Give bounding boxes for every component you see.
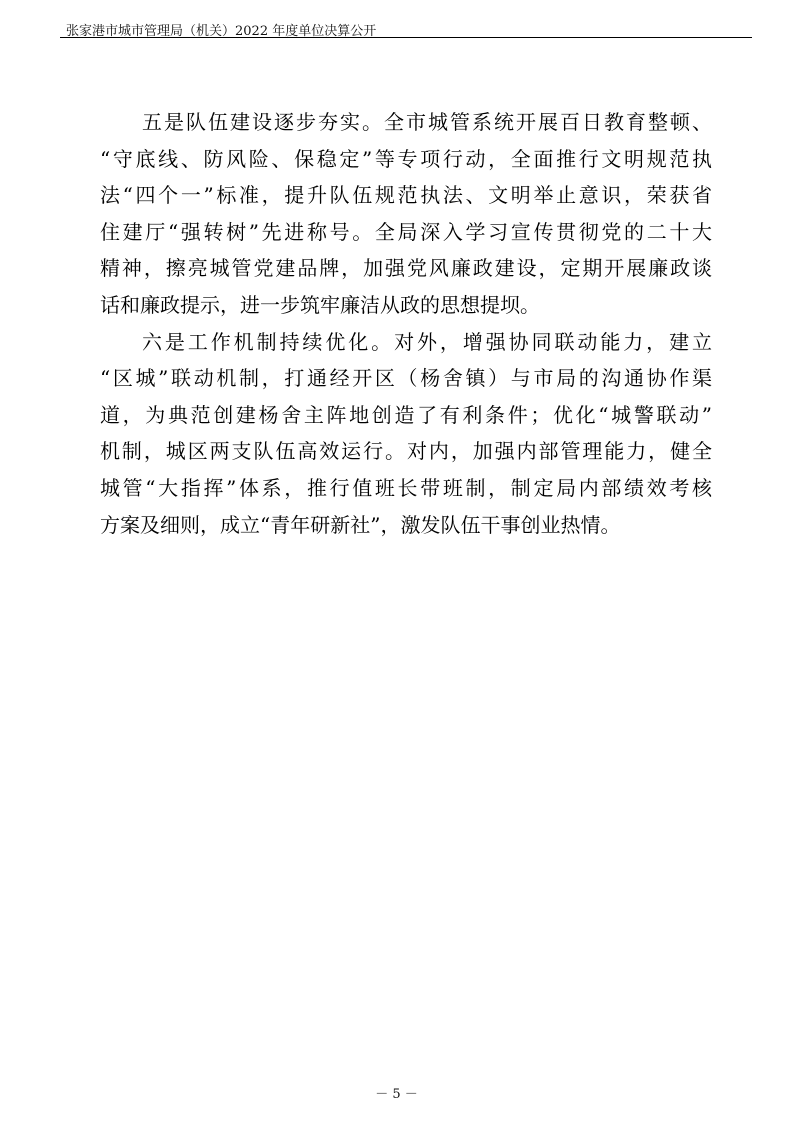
text-line: 话和廉政提示，进一步筑牢廉洁从政的思想提坝。 [100,292,540,317]
paragraph-team-building [100,104,712,324]
page-number: － 5 － [375,1087,418,1102]
text-line: 法“四个一”标准，提升队伍规范执法、文明举止意识，荣获省 [100,183,712,208]
header-divider [60,37,752,38]
text-line: 六是工作机制持续优化。对外，增强协同联动能力，建立 [142,329,712,354]
text-line: 城管“大指挥”体系，推行值班长带班制，制定局内部绩效考核 [100,475,712,500]
text-line: 道，为典范创建杨舍主阵地创造了有利条件；优化“城警联动” [100,402,712,427]
text-line: “区城”联动机制，打通经开区（杨舍镇）与市局的沟通协作渠 [100,366,712,391]
text-line: 精神，擦亮城管党建品牌，加强党风廉政建设，定期开展廉政谈 [100,256,712,281]
text-line: 住建厅“强转树”先进称号。全局深入学习宣传贯彻党的二十大 [100,219,712,244]
text-line: 机制，城区两支队伍高效运行。对内，加强内部管理能力，健全 [100,439,712,464]
paragraph-work-mechanism [100,324,712,544]
text-line: 方案及细则，成立“青年研新社”，激发队伍干事创业热情。 [100,512,621,537]
text-line: 五是队伍建设逐步夯实。全市城管系统开展百日教育整顿、 [142,110,712,134]
text-line: “守底线、防风险、保稳定”等专项行动，全面推行文明规范执 [100,146,712,171]
page-header-title: 张家港市城市管理局（机关）2022 年度单位决算公开 [66,24,377,39]
document-body [100,104,712,543]
